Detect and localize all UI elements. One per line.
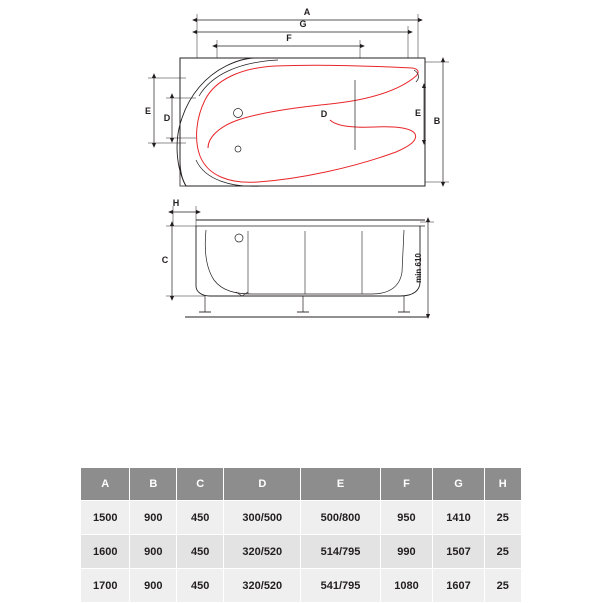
drain-hole-icon — [234, 109, 243, 118]
cell-b: 900 — [130, 569, 177, 603]
table-header-h: H — [484, 468, 521, 501]
table-header-row — [81, 468, 522, 501]
cell-c: 450 — [177, 501, 224, 535]
label-a: A — [303, 7, 311, 17]
table-header-f: F — [380, 468, 433, 501]
cell-f: 1080 — [380, 569, 433, 603]
table-row — [81, 501, 522, 535]
side-view — [185, 220, 428, 317]
cell-h: 25 — [484, 501, 521, 535]
label-min-610: min 610 — [414, 253, 423, 283]
inner-rim-red-line — [197, 65, 422, 182]
dimension-h — [173, 198, 196, 226]
dimension-a — [197, 7, 418, 58]
dimension-table — [80, 467, 522, 603]
table-row — [81, 569, 522, 603]
label-b-right: B — [433, 116, 441, 126]
cell-b: 900 — [130, 535, 177, 569]
cell-h: 25 — [484, 535, 521, 569]
table-header-c: C — [177, 468, 224, 501]
label-d-left: D — [163, 113, 171, 123]
overflow-hole-icon — [235, 146, 241, 152]
cell-d: 320/520 — [224, 535, 301, 569]
cell-a: 1600 — [81, 535, 130, 569]
cell-h: 25 — [484, 569, 521, 603]
cell-c: 450 — [177, 535, 224, 569]
cell-g: 1607 — [433, 569, 484, 603]
cell-e: 514/795 — [301, 535, 380, 569]
label-h: H — [172, 198, 180, 208]
dimension-c — [162, 226, 205, 296]
side-drain-icon — [235, 234, 243, 242]
label-c: C — [161, 255, 169, 265]
label-e-left: E — [144, 106, 152, 116]
cell-g: 1410 — [433, 501, 484, 535]
dimension-f — [217, 33, 360, 58]
label-f: F — [286, 33, 292, 43]
table-header-a: A — [81, 468, 130, 501]
cell-f: 990 — [380, 535, 433, 569]
dimension-e-right — [415, 88, 424, 140]
cell-d: 320/520 — [224, 569, 301, 603]
label-g: G — [299, 19, 307, 29]
cell-d: 300/500 — [224, 501, 301, 535]
table-header-e: E — [301, 468, 380, 501]
dimension-g — [197, 19, 408, 58]
cell-f: 950 — [380, 501, 433, 535]
table-header-g: G — [433, 468, 484, 501]
cell-b: 900 — [130, 501, 177, 535]
table-row — [81, 535, 522, 569]
cell-c: 450 — [177, 569, 224, 603]
table-header-d: D — [224, 468, 301, 501]
label-d-center: D — [320, 109, 328, 119]
label-e-right: E — [414, 108, 422, 118]
cell-a: 1500 — [81, 501, 130, 535]
dimension-b-right — [425, 62, 449, 182]
bath-plan-outline — [177, 58, 425, 186]
dimension-min-610 — [414, 222, 434, 314]
cell-e: 541/795 — [301, 569, 380, 603]
cell-a: 1700 — [81, 569, 130, 603]
cell-e: 500/800 — [301, 501, 380, 535]
cell-g: 1507 — [433, 535, 484, 569]
table-header-b: B — [130, 468, 177, 501]
